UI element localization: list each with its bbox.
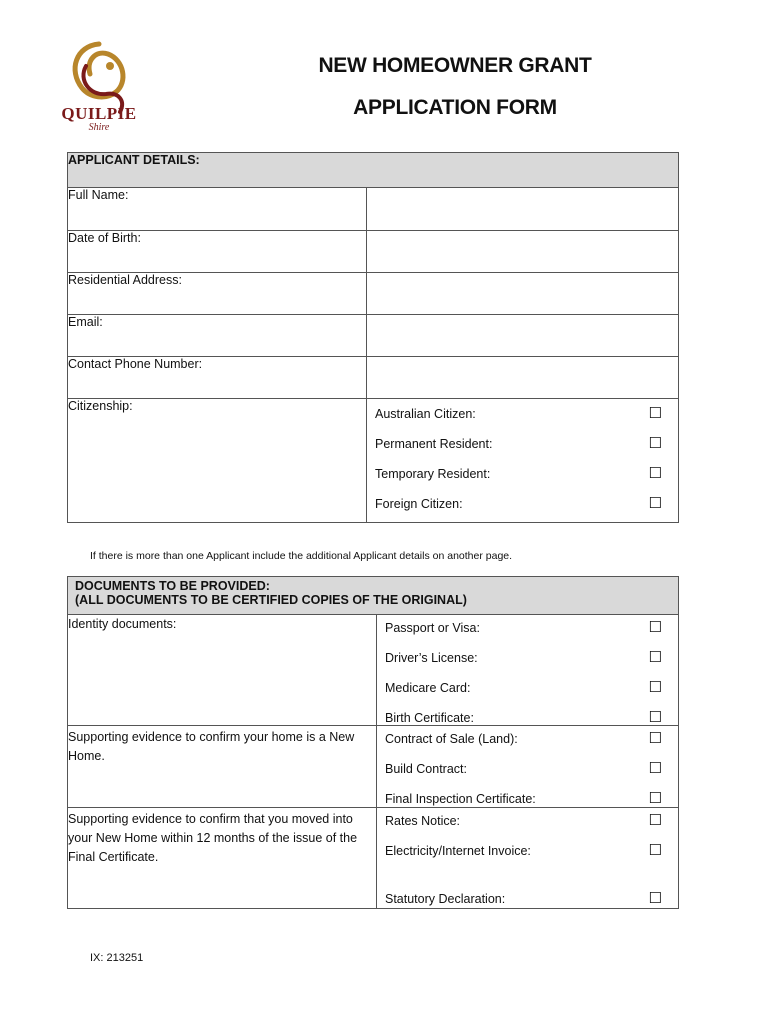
logo-subtitle: Shire xyxy=(88,122,110,133)
checkbox-icon[interactable]: ☐ xyxy=(648,405,662,422)
checkbox-icon[interactable]: ☐ xyxy=(648,842,662,859)
option-label: Passport or Visa: xyxy=(385,621,480,635)
citizenship-options xyxy=(367,399,679,523)
citizenship-option[interactable] xyxy=(367,461,678,491)
checkbox-icon[interactable]: ☐ xyxy=(648,465,662,482)
option-label: Birth Certificate: xyxy=(385,711,474,725)
citizenship-option[interactable] xyxy=(367,401,678,431)
document-option[interactable] xyxy=(377,726,678,756)
form-subtitle: APPLICATION FORM xyxy=(353,96,557,119)
checkbox-icon[interactable]: ☐ xyxy=(648,435,662,452)
applicant-details-header: APPLICANT DETAILS: xyxy=(68,153,679,188)
option-label: Contract of Sale (Land): xyxy=(385,732,518,746)
checkbox-icon[interactable]: ☐ xyxy=(648,679,662,696)
move-in-evidence-options xyxy=(377,808,679,909)
document-option[interactable] xyxy=(377,705,678,725)
option-label: Build Contract: xyxy=(385,762,467,776)
checkbox-icon[interactable]: ☐ xyxy=(648,812,662,829)
full-name-label: Full Name: xyxy=(68,188,367,231)
document-option[interactable] xyxy=(377,808,678,838)
citizenship-option[interactable] xyxy=(367,491,678,521)
checkbox-icon[interactable]: ☐ xyxy=(648,619,662,636)
documents-header-line2: (ALL DOCUMENTS TO BE CERTIFIED COPIES OF THE ORIGINAL) xyxy=(75,593,467,607)
checkbox-icon[interactable]: ☐ xyxy=(648,760,662,777)
documents-table xyxy=(67,576,679,909)
documents-header xyxy=(68,577,679,615)
citizenship-option[interactable] xyxy=(367,431,678,461)
checkbox-icon[interactable]: ☐ xyxy=(648,890,662,907)
option-label: Electricity/Internet Invoice: xyxy=(385,844,531,858)
date-of-birth-field[interactable] xyxy=(367,231,679,273)
checkbox-icon[interactable]: ☐ xyxy=(648,730,662,747)
footer-ix-number: IX: 213251 xyxy=(90,952,144,964)
checkbox-icon[interactable]: ☐ xyxy=(648,709,662,726)
option-label: Final Inspection Certificate: xyxy=(385,792,536,806)
phone-label: Contact Phone Number: xyxy=(68,357,367,399)
option-label: Driver’s License: xyxy=(385,651,478,665)
document-option[interactable] xyxy=(377,886,678,908)
identity-documents-options xyxy=(377,615,679,726)
document-option[interactable] xyxy=(377,756,678,786)
residential-address-label: Residential Address: xyxy=(68,273,367,315)
checkbox-icon[interactable]: ☐ xyxy=(648,495,662,512)
document-option[interactable] xyxy=(377,675,678,705)
email-field[interactable] xyxy=(367,315,679,357)
option-label: Rates Notice: xyxy=(385,814,461,828)
additional-applicant-note: If there is more than one Applicant include the additional Applicant details on another page. xyxy=(90,550,513,562)
option-label: Australian Citizen: xyxy=(375,407,476,421)
date-of-birth-label: Date of Birth: xyxy=(68,231,367,273)
full-name-field[interactable] xyxy=(367,188,679,231)
residential-address-field[interactable] xyxy=(367,273,679,315)
documents-header-line1: DOCUMENTS TO BE PROVIDED: xyxy=(75,579,270,593)
option-label: Temporary Resident: xyxy=(375,467,491,481)
document-option[interactable] xyxy=(377,645,678,675)
phone-field[interactable] xyxy=(367,357,679,399)
option-label: Permanent Resident: xyxy=(375,437,493,451)
document-option[interactable] xyxy=(377,615,678,645)
option-label: Foreign Citizen: xyxy=(375,497,463,511)
checkbox-icon[interactable]: ☐ xyxy=(648,649,662,666)
logo-wordmark: QUILPIE xyxy=(61,104,137,123)
identity-documents-label: Identity documents: xyxy=(68,615,377,726)
move-in-evidence-label: Supporting evidence to confirm that you moved into your New Home within 12 months of the issue of the Final Certificate. xyxy=(68,808,377,909)
option-label: Medicare Card: xyxy=(385,681,471,695)
new-home-evidence-label: Supporting evidence to confirm your home is a New Home. xyxy=(68,726,377,808)
document-option[interactable] xyxy=(377,786,678,806)
form-title: NEW HOMEOWNER GRANT xyxy=(318,54,592,77)
new-home-evidence-options xyxy=(377,726,679,808)
checkbox-icon[interactable]: ☐ xyxy=(648,790,662,807)
option-label: Statutory Declaration: xyxy=(385,892,506,906)
citizenship-label: Citizenship: xyxy=(68,399,367,523)
email-label: Email: xyxy=(68,315,367,357)
document-option[interactable] xyxy=(377,838,678,886)
applicant-details-table xyxy=(67,152,679,523)
